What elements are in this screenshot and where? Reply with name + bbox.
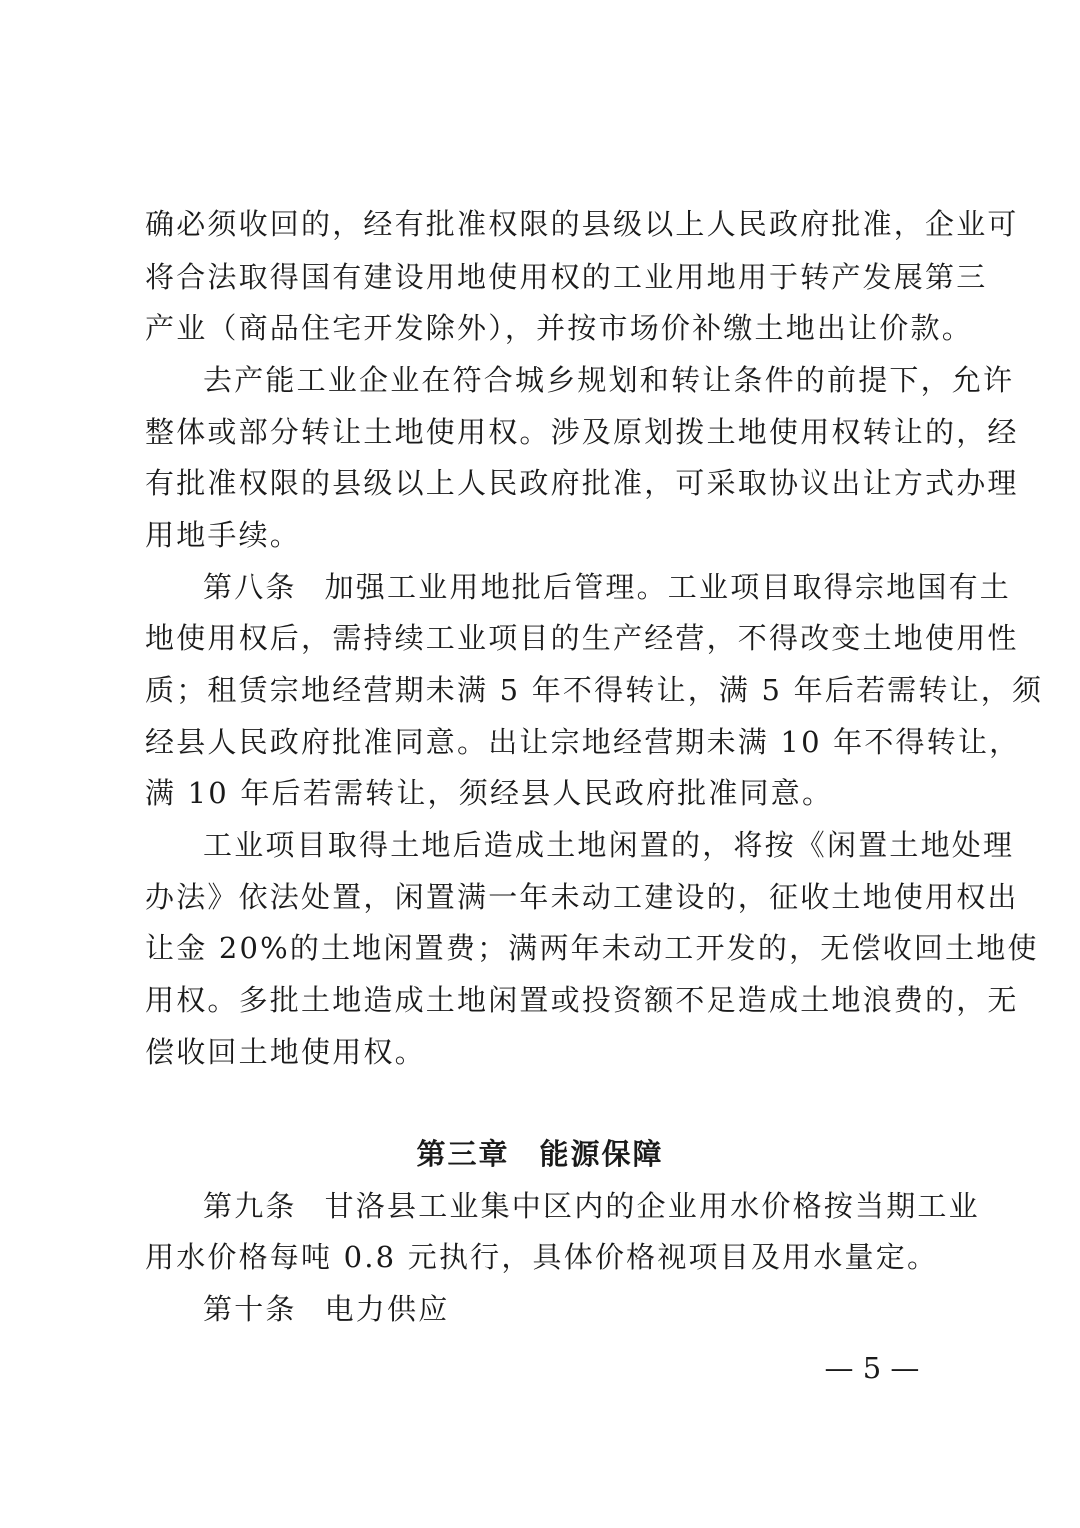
text-line: 满 10 年后若需转让，须经县人民政府批准同意。 (145, 776, 834, 810)
article-10-label: 第十条 (203, 1292, 297, 1326)
article-10-text: 电力供应 (324, 1292, 450, 1326)
chapter-number: 第三章 (416, 1137, 510, 1171)
article-9-line (203, 1186, 980, 1226)
article-8-line (203, 567, 1012, 607)
text-line: 确必须收回的，经有批准权限的县级以上人民政府批准，企业可 (145, 207, 1019, 241)
chapter-heading (0, 1134, 1080, 1174)
article-8-text: 加强工业用地批后管理。工业项目取得宗地国有土 (324, 570, 1012, 604)
text-line: 用权。多批土地造成土地闲置或投资额不足造成土地浪费的，无 (145, 983, 1019, 1017)
text-line: 地使用权后，需持续工业项目的生产经营，不得改变土地使用性 (145, 621, 1019, 655)
page-number: — 5 — (824, 1351, 920, 1385)
text-line: 工业项目取得土地后造成土地闲置的，将按《闲置土地处理 (203, 828, 1015, 862)
text-line: 办法》依法处置，闲置满一年未动工建设的，征收土地使用权出 (145, 880, 1019, 914)
text-line: 质；租赁宗地经营期未满 5 年不得转让，满 5 年后若需转让，须 (145, 673, 1044, 707)
text-line: 用水价格每吨 0.8 元执行，具体价格视项目及用水量定。 (145, 1240, 939, 1274)
chapter-title: 能源保障 (539, 1137, 664, 1171)
article-8-label: 第八条 (203, 570, 297, 604)
text-line: 用地手续。 (145, 518, 302, 552)
text-line: 经县人民政府批准同意。出让宗地经营期未满 10 年不得转让， (145, 725, 1021, 759)
text-line: 将合法取得国有建设用地使用权的工业用地用于转产发展第三 (145, 260, 988, 294)
article-9-label: 第九条 (203, 1189, 297, 1223)
text-line: 偿收回土地使用权。 (145, 1035, 426, 1069)
text-line: 整体或部分转让土地使用权。涉及原划拨土地使用权转让的，经 (145, 415, 1019, 449)
article-10-line (203, 1289, 945, 1329)
text-line: 产业（商品住宅开发除外），并按市场价补缴土地出让价款。 (145, 311, 973, 345)
article-9-text: 甘洛县工业集中区内的企业用水价格按当期工业 (324, 1189, 980, 1223)
text-line: 去产能工业企业在符合城乡规划和转让条件的前提下，允许 (203, 363, 1015, 397)
text-line: 有批准权限的县级以上人民政府批准，可采取协议出让方式办理 (145, 466, 1019, 500)
text-line: 让金 20%的土地闲置费；满两年未动工开发的，无偿收回土地使 (145, 931, 1039, 965)
